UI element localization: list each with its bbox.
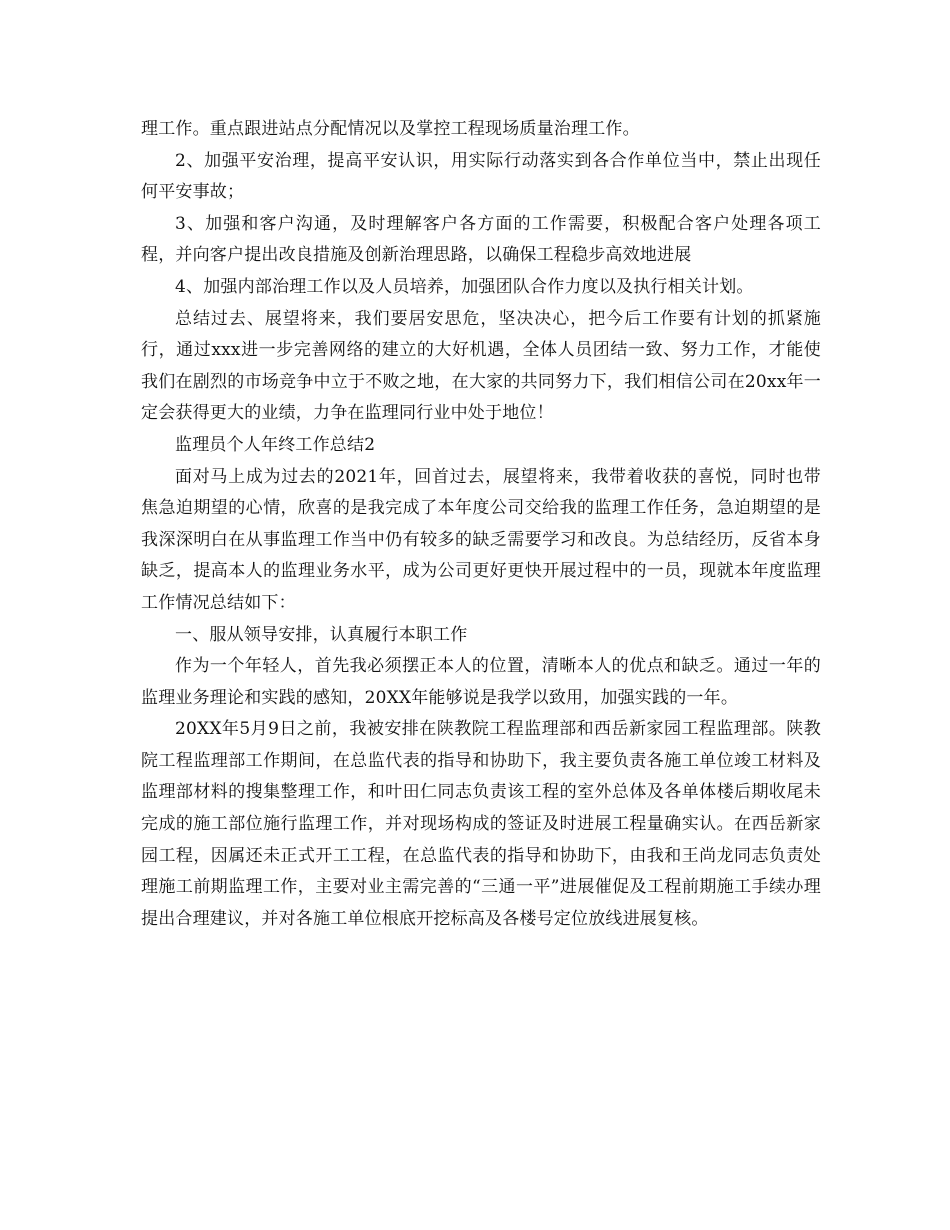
paragraph-self-assessment: 作为一个年轻人，首先我必须摆正本人的位置，清晰本人的优点和缺乏。通过一年的监理业务理论和实践的感知，20XX年能够说是我学以致用，加强实践的一年。: [141, 656, 821, 708]
paragraph-item-3: 3、加强和客户沟通，及时理解客户各方面的工作需要，积极配合客户处理各项工程，并向客户提出改良措施及创新治理思路，以确保工程稳步高效地进展: [141, 213, 821, 266]
document-body: [141, 114, 821, 935]
paragraph-item-2: 2、加强平安治理，提高平安认识，用实际行动落实到各合作单位当中，禁止出现任何平安事故；: [141, 150, 821, 203]
subsection-heading: 一、服从领导安排，认真履行本职工作: [175, 624, 468, 645]
paragraph-continuation: 理工作。重点跟进站点分配情况以及掌控工程现场质量治理工作。: [141, 119, 640, 139]
paragraph-intro: 面对马上成为过去的2021年，回首过去，展望将来，我带着收获的喜悦，同时也带焦急迫期望的心情，欣喜的是我完成了本年度公司交给我的监理工作任务，急迫期望的是我深深明白在从事监理工作当中仍有较多的缺乏需要学习和改良。为总结经历，反省本身缺乏，提高本人的监理业务水平，成为公司更好更快开展过程中的一员，现就本年度监理工作情况总结如下：: [141, 466, 821, 613]
section-heading: 监理员个人年终工作总结2: [175, 434, 376, 455]
paragraph-item-4: 4、加强内部治理工作以及人员培养，加强团队合作力度以及执行相关计划。: [175, 276, 754, 297]
paragraph-work-details: 20XX年5月9日之前，我被安排在陕教院工程监理部和西岳新家园工程监理部。陕教院工程监理部工作期间，在总监代表的指导和协助下，我主要负责各施工单位竣工材料及监理部材料的搜集整理工作，和叶田仁同志负责该工程的室外总体及各单体楼后期收尾未完成的施工部位施行监理工作，并对现场构成的签证及时进展工程量确实认。在西岳新家园工程，因属还未正式开工工程，在总监代表的指导和协助下，由我和王尚龙同志负责处理施工前期监理工作，主要对业主需完善的“三通一平”进展催促及工程前期施工手续办理提出合理建议，并对各施工单位根底开挖标高及各楼号定位放线进展复核。: [141, 719, 821, 929]
paragraph-summary: 总结过去、展望将来，我们要居安思危，坚决决心，把今后工作要有计划的抓紧施行，通过xxx进一步完善网络的建立的大好机遇，全体人员团结一致、努力工作，才能使我们在剧烈的市场竞争中立于不败之地，在大家的共同努力下，我们相信公司在20xx年一定会获得更大的业绩，力争在监理同行业中处于地位！: [141, 308, 821, 424]
